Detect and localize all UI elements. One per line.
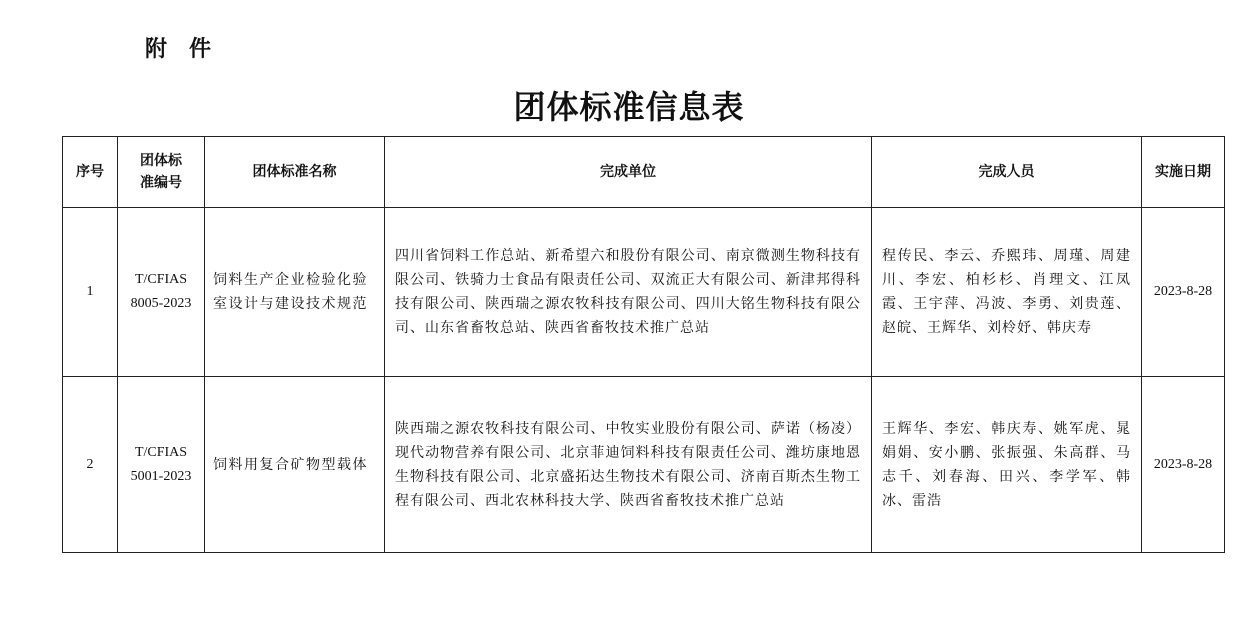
row-standard-name: 饲料生产企业检验化验室设计与建设技术规范 [205, 208, 385, 377]
row-standard-code-line1: T/CFIAS [134, 272, 188, 287]
row-completing-units: 陕西瑞之源农牧科技有限公司、中牧实业股份有限公司、萨诺（杨凌）现代动物营养有限公司、北京菲迪饲料科技有限责任公司、潍坊康地恩生物科技有限公司、北京盛拓达生物技术有限公司、济南百斯杰生物工程有限公司、西北农林科技大学、陕西省畜牧技术推广总站 [385, 377, 872, 553]
attachment-label [145, 32, 211, 63]
row-standard-code-line2: 8005-2023 [130, 296, 192, 311]
page-title: 团体标准信息表 [513, 88, 745, 126]
attachment-label-char-2: 件 [189, 37, 212, 62]
row-standard-code [118, 377, 205, 553]
standards-info-table [62, 136, 1225, 553]
row-standard-name: 饲料用复合矿物型载体 [205, 377, 385, 553]
table-row [63, 377, 1225, 553]
table-row [63, 208, 1225, 377]
column-header-seq: 序号 [63, 137, 118, 208]
column-header-name: 团体标准名称 [205, 137, 385, 208]
column-header-people: 完成人员 [872, 137, 1142, 208]
row-standard-code-line1: T/CFIAS [134, 444, 188, 460]
column-header-code: 团体标准编号 [118, 137, 205, 208]
attachment-label-char-1: 附 [145, 37, 168, 62]
row-effective-date: 2023-8-28 [1142, 377, 1225, 553]
row-completing-people: 王辉华、李宏、韩庆寿、姚军虎、晁娟娟、安小鹏、张振强、朱高群、马志千、刘春海、田兴、李学军、韩冰、雷浩 [872, 377, 1142, 553]
column-header-date: 实施日期 [1142, 137, 1225, 208]
row-completing-units: 四川省饲料工作总站、新希望六和股份有限公司、南京微测生物科技有限公司、铁骑力士食品有限责任公司、双流正大有限公司、新津邦得科技有限公司、陕西瑞之源农牧科技有限公司、四川大铭生物科技有限公司、山东省畜牧总站、陕西省畜牧技术推广总站 [385, 208, 872, 377]
table-header-row [63, 137, 1225, 208]
row-standard-code [118, 208, 205, 377]
row-effective-date: 2023-8-28 [1142, 208, 1225, 377]
column-header-units: 完成单位 [385, 137, 872, 208]
row-standard-code-line2: 5001-2023 [130, 468, 192, 484]
row-completing-people: 程传民、李云、乔熙玮、周瑾、周建川、李宏、柏杉杉、肖理文、江凤霞、王宇萍、冯波、李勇、刘贵莲、赵皖、王辉华、刘柃妤、韩庆寿 [872, 208, 1142, 377]
row-seq: 2 [63, 377, 118, 553]
row-seq: 1 [63, 208, 118, 377]
